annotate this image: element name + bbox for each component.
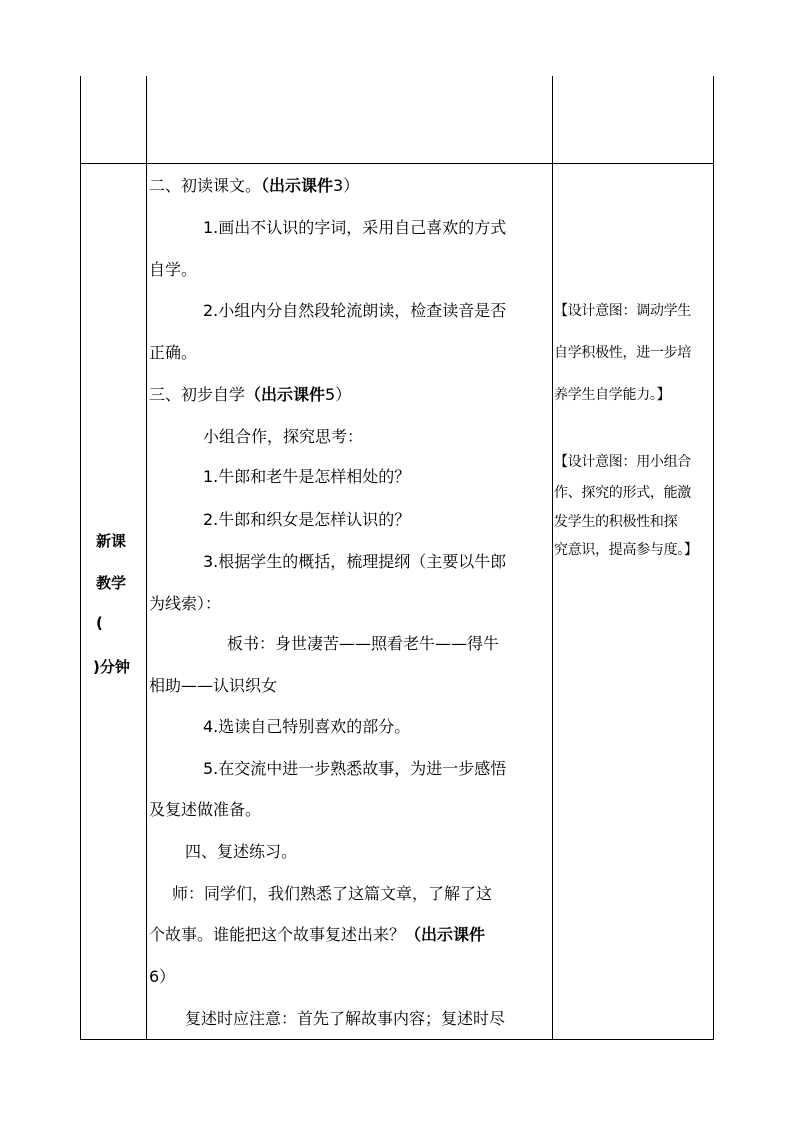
note-line: 养学生自学能力。】: [554, 387, 671, 403]
content-line: 5.在交流中进一步熟悉故事，为进一步感悟: [203, 759, 507, 778]
content-line: 1.画出不认识的字词，采用自己喜欢的方式: [203, 218, 507, 237]
note-line: 作、探究的形式，能激: [554, 485, 691, 501]
content-line: 2.牛郎和织女是怎样认识的？: [203, 510, 411, 529]
table-divider-1: [146, 76, 147, 1040]
content-line: 相助——认识织女: [149, 676, 278, 695]
content-line: 及复述做准备。: [149, 800, 262, 819]
content-line: 二、初读课文。（出示课件3）: [149, 176, 360, 195]
content-line: 师：同学们，我们熟悉了这篇文章，了解了这: [172, 884, 493, 903]
content-line: 复述时应注意：首先了解故事内容；复述时尽: [185, 1009, 506, 1028]
table-divider-2: [552, 76, 553, 1040]
content-line: 正确。: [149, 343, 198, 362]
note-line: 【设计意图：调动学生: [554, 303, 691, 319]
content-line: 板书：身世凄苦——照看老牛——得牛: [227, 634, 500, 653]
table-border-bottom: [80, 1039, 714, 1040]
content-line: 三、初步自学（出示课件5）: [149, 385, 352, 404]
content-line: 自学。: [149, 260, 198, 279]
section-label-line: 教学: [96, 574, 127, 592]
section-label-line: )分钟: [93, 658, 130, 676]
table-row-separator: [80, 163, 714, 164]
table-border-right: [713, 76, 714, 1040]
section-label-line: (: [96, 614, 103, 632]
section-label-line: 新课: [96, 532, 127, 550]
content-line: 为线索）：: [149, 594, 222, 613]
content-line: 4.选读自己特别喜欢的部分。: [203, 717, 411, 736]
content-line: 1.牛郎和老牛是怎样相处的？: [203, 467, 411, 486]
content-line: 6）: [149, 967, 176, 986]
content-line: 四、复述练习。: [185, 842, 298, 861]
content-line: 个故事。谁能把这个故事复述出来？（出示课件: [149, 925, 486, 944]
content-line: 2.小组内分自然段轮流朗读，检查读音是否: [203, 301, 507, 320]
content-line: 3.根据学生的概括，梳理提纲（主要以牛郎: [203, 552, 507, 571]
note-line: 自学积极性，进一步培: [554, 345, 691, 361]
note-line: 究意识，提高参与度。】: [554, 542, 698, 558]
note-line: 【设计意图：用小组合: [554, 454, 691, 470]
table-border-left: [80, 76, 81, 1040]
note-line: 发学生的积极性和探: [554, 514, 678, 530]
content-line: 小组合作，探究思考：: [203, 427, 364, 446]
